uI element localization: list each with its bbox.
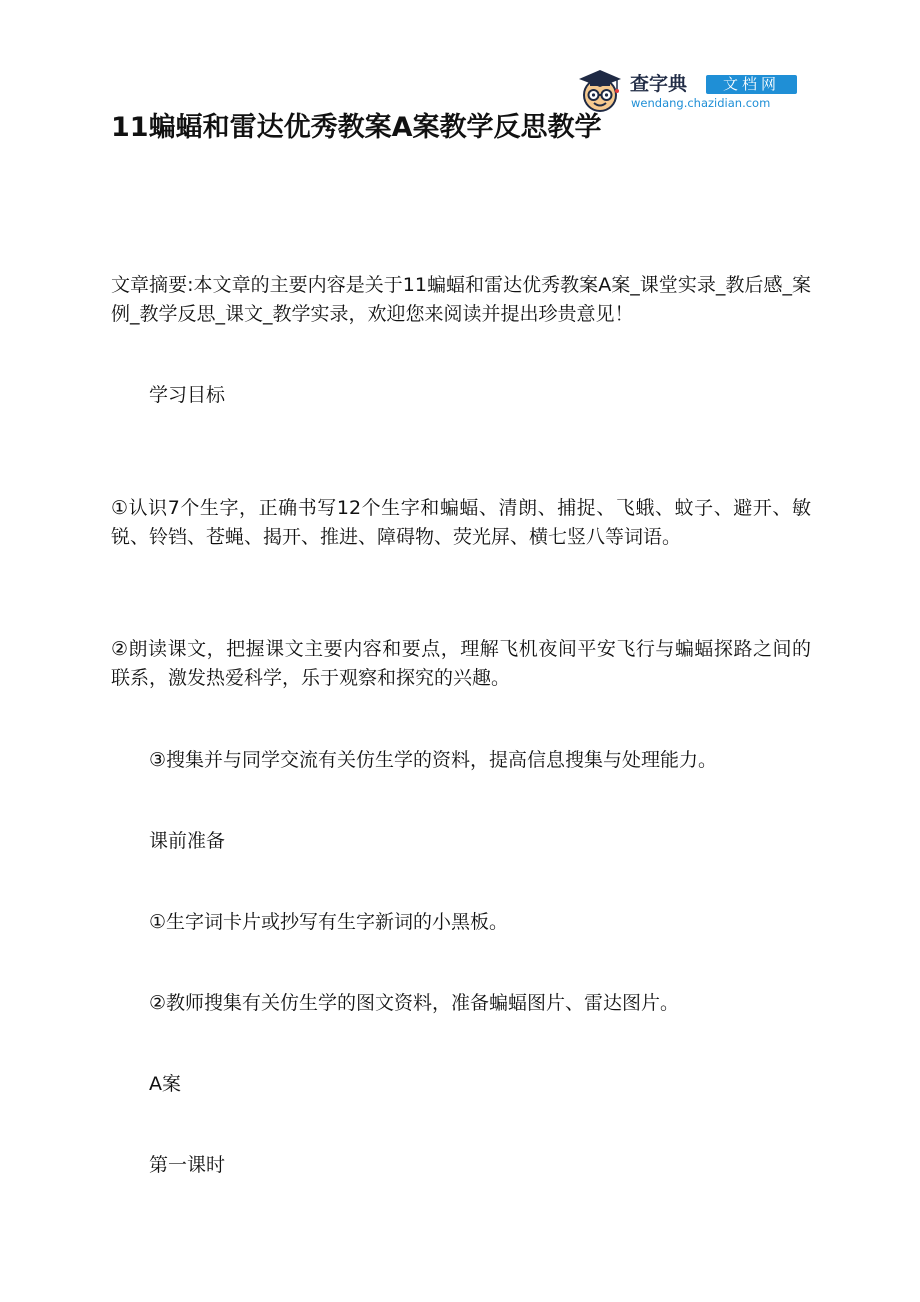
abstract-paragraph: 文章摘要:本文章的主要内容是关于11蝙蝠和雷达优秀教案A案_课堂实录_教后感_案例_教学反思_课文_教学实录，欢迎您来阅读并提出珍贵意见！ [111,274,811,325]
logo-tag-badge: 文档网 [706,75,797,94]
logo-url-text: wendang.chazidian.com [631,96,771,110]
plan-heading: A案 [149,1073,181,1095]
prep-item-1: ①生字词卡片或抄写有生字新词的小黑板。 [149,911,509,933]
document-title: 11蝙蝠和雷达优秀教案A案教学反思教学 [111,112,602,143]
prep-item-2: ②教师搜集有关仿生学的图文资料，准备蝙蝠图片、雷达图片。 [149,992,680,1014]
objective-item-2: ②朗读课文，把握课文主要内容和要点，理解飞机夜间平安飞行与蝙蝠探路之间的联系，激发热爱科学，乐于观察和探究的兴趣。 [111,638,811,689]
prep-heading: 课前准备 [149,830,226,852]
site-logo[interactable] [577,68,807,116]
objectives-heading: 学习目标 [149,384,226,406]
objective-item-3: ③搜集并与同学交流有关仿生学的资料，提高信息搜集与处理能力。 [149,749,718,771]
lesson-heading: 第一课时 [149,1154,226,1176]
mascot-graduate-icon [577,68,623,114]
logo-brand-text: 查字典 [630,73,688,95]
objective-item-1: ①认识7个生字，正确书写12个生字和蝙蝠、清朗、捕捉、飞蛾、蚊子、避开、敏锐、铃铛、苍蝇、揭开、推进、障碍物、荧光屏、横七竖八等词语。 [111,497,811,548]
